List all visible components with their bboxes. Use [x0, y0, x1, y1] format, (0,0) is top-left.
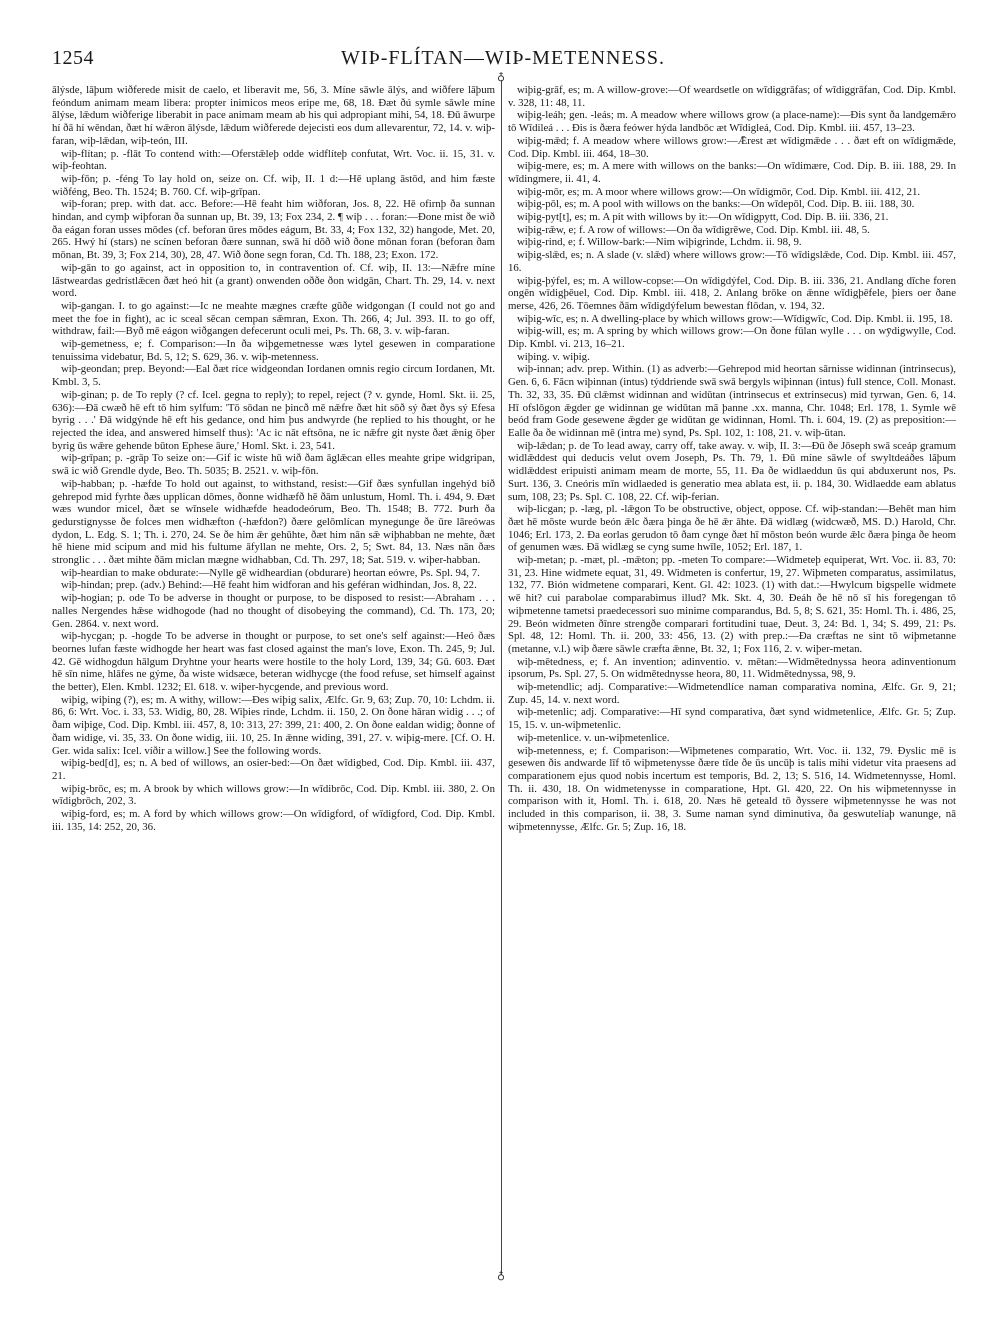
dictionary-entry: wiþ-ginan; p. de To reply (? cf. Icel. gegna to reply); to repel, reject (? v. gynde, Homl. Skt. ii. 25, 636):—Ðā cwæð hē eft tō him sylfum: 'Tō sōdan ne þincð mē nǣfre ðæt hit sōð sý ðæt ðys sý Efesa byrig . . .' Ðā widgýnde hē eft his gedance, ond him þus andwyrde (he replied to his thought, or he rejected the idea, and answered himself thus): 'Ac ic nāt eftsōna, ne ic nǣfre git nyste ðæt ǣnig ōþer byrig ūs wǣre gehende būton Ephese āure,' Homl. Skt. i. 23, 541.	[52, 388, 495, 452]
dictionary-entry: wiþig-leáh; gen. -leás; m. A meadow where willows grow (a place-name):—Ðis synt ða landgemǣro tō Wīdileá . . . Ðis is ðæra feówer hýda landbōc æt Wīdigleá, Cod. Dip. Kmbl. iii. 457, 13–23.	[508, 109, 956, 135]
dictionary-entry: wiþig-grāf, es; m. A willow-grove:—Of weardsetle on wīdiggrāfas; of wīdiggrāfan, Cod. Dip. Kmbl. v. 328, 11: 48, 11.	[508, 84, 956, 109]
dictionary-entry: wiþ-metan; p. -mæt, pl. -mǣton; pp. -meten To compare:—Widmeteþ equiperat, Wrt. Voc. ii. 83, 70: 31, 23. Hine widmete equat, 31, 49. Widmeten is confertur, 19, 27. Wiþmeten comparatus, assimilatus, 132, 77. Bión widmetene comparari, Kent. Gl. 42: 1023. (1) with dat.:—Hwylcum bigspelle widmete wē hit? cui parabolae comparabimus illud? Mk. Skt. 4, 30. Ðeáh ðe hē nō sī his foregengan tō wiþmetenne tametsi praedecessori suo minime comparandus, Bd. 5, 8; S. 621, 35: Homl. Th. i. 486, 25, 29. Beón widmeten ðīnre strengðe comparari fortitudini tuae, Deut. 3, 24: Bd. 1, 34; S. 499, 21: Ps. Spl. 48, 12: Homl. Th. ii. 200, 33: 456, 13. (2) with prep.:—Ða cræftas ne sint tō wiþmetanne (metanne, v.l.) wiþ ðære sāwle cræfta ǣnne, Bt. 32, 1; Fox 116, 2. v. wiþer-metan.	[508, 554, 956, 655]
dictionary-entry: wiþig-rind, e; f. Willow-bark:—Nim wiþigrinde, Lchdm. ii. 98, 9.	[517, 236, 802, 249]
dictionary-entry: wiþig-bed[d], es; n. A bed of willows, an osier-bed:—On ðæt wīdigbed, Cod. Dip. Kmbl. iii. 437, 21.	[52, 757, 495, 782]
dictionary-entry: wiþ-gemetness, e; f. Comparison:—In ða wiþgemetnesse wæs lytel gesewen in comparatione tenuissima videbatur, Bd. 5, 12; S. 629, 36. v. wiþ-metenness.	[52, 338, 495, 363]
dictionary-entry: wiþ-fōn; p. -féng To lay hold on, seize on. Cf. wiþ, II. 1 d:—Hē uplang āstōd, and him fæste wiðféng, Beo. Th. 1524; B. 760. Cf. wiþ-grīpan.	[52, 172, 495, 198]
dictionary-entry: wiþig-brōc, es; m. A brook by which willows grow:—In wīdibrōc, Cod. Dip. Kmbl. iii. 380, 2. On wīdigbrōch, 202, 3.	[52, 782, 495, 808]
dictionary-entry: wiþ-lǣdan; p. de To lead away, carry off, take away. v. wiþ, II. 3:—Ðū ðe Jōseph swā sceáp gramum widlǣddest qui deducis velut ovem Joseph, Ps. Th. 79, 1. Ðū míne sāwle of swyltdeáðes lāþum widlǣddest eripuisti animam meam de morte, 55, 11. Ða ðe widlaeddun ūs qui abduxerunt nos, Ps. Surt. 136, 3. Cneóris mīn widlaeded is generatio mea ablata est, ii. p. 184, 30. Widlaedde eam ablatus sum, 108, 23; Ps. Spl. C. 108, 22. Cf. wiþ-ferian.	[508, 439, 956, 503]
dictionary-entry: wiþing. v. wiþig.	[517, 350, 590, 363]
dictionary-entry: wiþ-mētedness, e; f. An invention; adinventio. v. mētan:—Widmētednyssa heora adinventionum ipsorum, Ps. Spl. 27, 5. On widmētednysse heora, 80, 11. Widmētednyssa, 98, 9.	[508, 655, 956, 681]
dictionary-entry: wiþig-þýfel, es; m. A willow-copse:—On wīdigdýfel, Cod. Dip. B. iii. 336, 21. Andlang dīche foren ongēn wīdigþēuel, Cod. Dip. Kmbl. iii. 418, 2. Anlang brōke on ǣnne wīdigþēfele, þiers oer ðane merse, 426, 26. Tōemnes ðām wīdigdýfelum bewestan flōdan, v. 194, 32.	[508, 274, 956, 312]
dictionary-entry: ālýsde, lāþum wiðferede misit de caelo, et liberavit me, 56, 3. Míne sāwle ālýs, and wiðfere lāþum feóndum animam meam libera: propter inimicos meos eripe me, 68, 18. Ðæt ðú symle sāwle míne ālýse, lǣdum wiðferige liberabit in pace animam meam ab his qui adpropiant mihi, 54, 18. Ðū āwurpe hí ðā hí wēndan, ðæt hí wǣron ālýsde, lǣdum wiðferede dejecisti eos dum allevarentur, 72, 14. v. wiþ-faran, wiþ-lǣdan, wiþ-teón, III.	[52, 84, 495, 147]
dictionary-entry: wiþ-hogian; p. ode To be adverse in thought or purpose, to be disposed to resist:—Abraham . . . nalles Nergendes hǣse widhogode (had no thought of disobeying the command), Cd. Th. 173, 20; Gen. 2864. v. next word.	[52, 592, 495, 630]
dictionary-entry: wiþig-rǣw, e; f. A row of willows:—On ða wīdigrēwe, Cod. Dip. Kmbl. iii. 48, 5.	[517, 223, 870, 236]
dictionary-entry: wiþ-licgan; p. -læg, pl. -lǣgon To be obstructive, object, oppose. Cf. wiþ-standan:—Behēt man him ðæt hē mōste wurde beón ǣlc ðæra þinga ðe hē ǣr āhte. Ðā widlæg (widcwæð, MS. D.) Harold, Chr. 1046; Erl. 173, 2. Ða eorlas gerudon tō ðam cynge ðæt hī mōston beón wurde ǣlc ðæra þinga ðe heom of genumen wæs. Ðā widlæg se cyng sume hwīle, 1052; Erl. 187, 1.	[508, 503, 956, 554]
dictionary-entry: wiþ-geondan; prep. Beyond:—Eal ðæt ríce widgeondan Iordanen omnis regio circum Iordanen, Mt. Kmbl. 3, 5.	[52, 363, 495, 389]
dictionary-entry: wiþig-ford, es; m. A ford by which willows grow:—On wīdigford, of wīdigford, Cod. Dip. Kmbl. iii. 135, 14: 252, 20, 36.	[52, 808, 495, 833]
dictionary-entry: wiþ-metenness, e; f. Comparison:—Wiþmetenes comparatio, Wrt. Voc. ii. 132, 79. Ðyslic mē is gesewen ðis andwarde līf tō wiþmetenysse ðære tīde ðe ūs uncūþ is talis mihi videtur vita praesens ad comparationem ejus quod nobis incertum est temporis, Bd. 2, 13; S. 516, 14. Widmetennysse, Homl. Th. ii. 430, 18. On widmetenysse in comparatione, Hpt. Gl. 420, 22. On his wiþmetennysse in comparison with it, Homl. Th. i. 618, 20. Næs hē geteald tō ðyssere wiþmetennysse he was not included in this comparison, ii. 38, 3. Sume naman synd diminutiva, ða geswutelíaþ wanunge, nā wiþmetennysse, Ælfc. Gr. 5; Zup. 16, 18.	[508, 744, 956, 833]
dictionary-entry: wiþ-hycgan; p. -hogde To be adverse in thought or purpose, to set one's self against:—Heó ðæs beornes lufan fæste widhogde her heart was fast closed against the man's love, Exon. Th. 245, 9; Jul. 42. Gē widhogdun hālgum Dryhtne your hearts were hostile to the holy Lord, 139, 34; Gū. 603. Ðæt hē sīn nime, hlāfes ne gýme, ða wiste widsæce, beteran widhycgе (the food refuse, set himself against the better), Elen. Kmbl. 1232; El. 618. v. wiþer-hycgende, and previous word.	[52, 630, 495, 694]
dictionary-entry: wiþig-pōl, es; m. A pool with willows on the banks:—On wīdepōl, Cod. Dip. B. iii. 188, 30.	[517, 198, 915, 211]
dictionary-entry: wiþ-grīpan; p. -grāp To seize on:—Gif ic wiste hū wið ðam āglǣcan elles meahte gripe widgripan, swā ic wið Grendle dyde, Beo. Th. 5035; B. 2521. v. wiþ-fōn.	[52, 452, 495, 478]
dictionary-entry: wiþig-slǣd, es; n. A slade (v. slǣd) where willows grow:—Tō wīdigslǣde, Cod. Dip. Kmbl. iii. 457, 16.	[508, 249, 956, 274]
dictionary-entry: wiþig-will, es; m. A spring by which willows grow:—On ðone fūlan wylle . . . on wȳdigwylle, Cod. Dip. Kmbl. vi. 213, 16–21.	[508, 325, 956, 351]
dictionary-entry: wiþ-hindan; prep. (adv.) Behind:—Hē feaht him widforan and his geféran widhindan, Jos. 8, 22.	[61, 579, 477, 592]
dictionary-entry: wiþ-habban; p. -hæfde To hold out against, to withstand, resist:—Gif ðæs synfullan ingehýd bið gehrepod mid fyrhte ðæs upplican dōmes, ðonne widhæfð hē ðām unlustum, Homl. Th. i. 494, 9. Ðæt wæs wundor micel, ðæt se wīnsele widhæfde headodeórum, Beo. Th. 1548; B. 772. Þurh ða gedurstignysse ðe folces men widhæfton (-hæfdon?) ðære gelōmlícan mynegunge ðe ūre lāreówas dydon, L. Edg. S. 1; Th. i. 270, 24. Se ðe him ǣr gehūhte, ðæt him nān sǣ wiþhabban ne mehte, ðæt hē hiene mid scipum and mid his fultume āfyllan ne mehte, Ors. 2, 5; Swt. 84, 13. Næs nān ðæs stronglic . . . ðæt mihte ðām miclan mægne widhabban, Cd. Th. 297, 18; Sat. 519. v. wiþer-habban.	[52, 477, 495, 567]
dictionary-entry: wiþig-mere, es; m. A mere with willows on the banks:—On wīdimære, Cod. Dip. B. iii. 188, 29. In wīdingmere, ii. 41, 4.	[508, 160, 956, 185]
dictionary-entry: wiþ-metenlic; adj. Comparative:—Hī synd comparativa, ðæt synd widmetenlice, Ælfc. Gr. 5; Zup. 15, 15. v. un-wiþmetenlic.	[508, 706, 956, 732]
dictionary-entry: wiþig-mǣd; f. A meadow where willows grow:—Ǣrest æt wīdigmǣde . . . ðæt eft on wīdigmǣde, Cod. Dip. Kmbl. iii. 464, 18–30.	[508, 134, 956, 160]
dictionary-entry: wiþ-heardian to make obdurate:—Nylle gē widheardian (obdurare) heortan eówre, Ps. Spl. 94, 7.	[61, 566, 480, 579]
dictionary-entry: wiþ-gān to go against, act in opposition to, in contravention of. Cf. wiþ, II. 13:—Nǣfre míne lāstweardas gedrístlǣcen ðæt heó hit (a grant) onwenden oððe ðon widgān, Chart. Th. 29, 14. v. next word.	[52, 261, 495, 300]
column-divider	[501, 80, 502, 1275]
dictionary-entry: wiþig-mōr, es; m. A moor where willows grow:—On wīdigmōr, Cod. Dip. Kmbl. iii. 412, 21.	[517, 185, 921, 198]
running-head: WIÞ-FLÍTAN—WIÞ-METENNESS.	[341, 47, 665, 69]
page-number: 1254	[52, 47, 94, 69]
column-ornament-top-icon: ♁	[496, 71, 506, 83]
left-column	[52, 84, 495, 833]
dictionary-entry: wiþig-pyt[t], es; m. A pit with willows by it:—On wīdigpytt, Cod. Dip. B. iii. 336, 21.	[517, 211, 889, 224]
column-ornament-bottom-icon: ♁	[496, 1270, 506, 1282]
dictionary-entry: wiþ-innan; adv. prep. Within. (1) as adverb:—Gehrepod mid heortan sārnisse widinnan (intrinsecus), Gen. 6, 6. Fācn wiþinnan (intus) týddriende swā swā bergyls wiþinnan (intus) full stence, Coll. Monast. Th. 32, 33, 35. Ðū clǣmst widinnan and widūtan (intrinsecus et extrinsecus) mid tyrwan, Gen. 6, 14. Hī ofslōgon ǣgder ge widinnan ge widūtan mā þanne .xx. manna, Chr. 1048; Erl. 178, 1. Symle wē beód fram Gode gesewene ǣgder ge widūtan ge widinnan, Homl. Th. i. 604, 19. (2) as preposition:—Ealle ða ðe widinnan mē (intra me) synd, Ps. Spl. 102, 1: 108, 21. v. wiþ-ūtan.	[508, 363, 956, 439]
dictionary-entry: wiþ-gangan. I. to go against:—Ic ne meahte mægnes cræfte gūðe widgongan (I could not go and meet the foe in fight), ac ic sceal sēcan cempan sǣmran, Exon. Th. 266, 4; Jul. 393. II. to go off, withdraw, fail:—Byð mē eágon wiðgangen defecerunt oculi mei, Ps. Th. 68, 3. v. wiþ-faran.	[52, 299, 495, 338]
right-column	[508, 84, 956, 833]
dictionary-entry: wiþ-foran; prep. with dat. acc. Before:—Hē feaht him wiðforan, Jos. 8, 22. Hē ofirnþ ða sunnan hindan, and cymþ wiþforan ða sunnan up, Bt. 39, 13; Fox 234, 2. ¶ wiþ . . . foran:—Ðone mist ðe wið ða eágan foran usses mōdes (cf. beforan ūres mōdes eágum, Bt. 33, 4; Fox 132, 32) hangode, Met. 20, 265. Hwý hí (stars) ne scínen beforan ðære sunnan, swā hí dōð wið ðone mōnan foran (beforan ðam mōnan, Bt. 39, 3; Fox 214, 30), 28, 47. Wið ðone segn foran, Cd. Th. 188, 23; Exon. 172.	[52, 198, 495, 262]
dictionary-entry: wiþ-flítan; p. -flāt To contend with:—Oferstǣleþ odde widflíteþ confutat, Wrt. Voc. ii. 15, 31. v. wiþ-feohtan.	[52, 147, 495, 173]
dictionary-entry: wiþig, wiþing (?), es; m. A withy, willow:—Ðes wiþig salix, Ælfc. Gr. 9, 63; Zup. 70, 10: Lchdm. ii. 86, 6: Wrt. Voc. i. 33, 53. Widig, 80, 28. Wiþies rinde, Lchdm. ii. 150, 2. On ðone hāran widig . . .; of ðam wiþige, Cod. Dip. Kmbl. iii. 457, 8, 10: 313, 27: 399, 21: 400, 2. On ðone ealdan widig; ðonne of ðam widige, vi. 35, 33. On ðone widig, iii. 10, 25. In ǣnne widing, 391, 27. v. wiþig-mere. [Cf. O. H. Ger. wida salix: Icel. víðir a willow.] See the following words.	[52, 693, 495, 757]
dictionary-entry: wiþig-wīc, es; n. A dwelling-place by which willows grow:—Wīdigwīc, Cod. Dip. Kmbl. ii. 195, 18.	[517, 312, 953, 325]
dictionary-entry: wiþ-metenlice. v. un-wiþmetenlice.	[517, 731, 670, 744]
dictionary-entry: wiþ-metendlic; adj. Comparative:—Widmetendlíce naman comparativa nomina, Ælfc. Gr. 9, 21; Zup. 45, 14. v. next word.	[508, 681, 956, 706]
